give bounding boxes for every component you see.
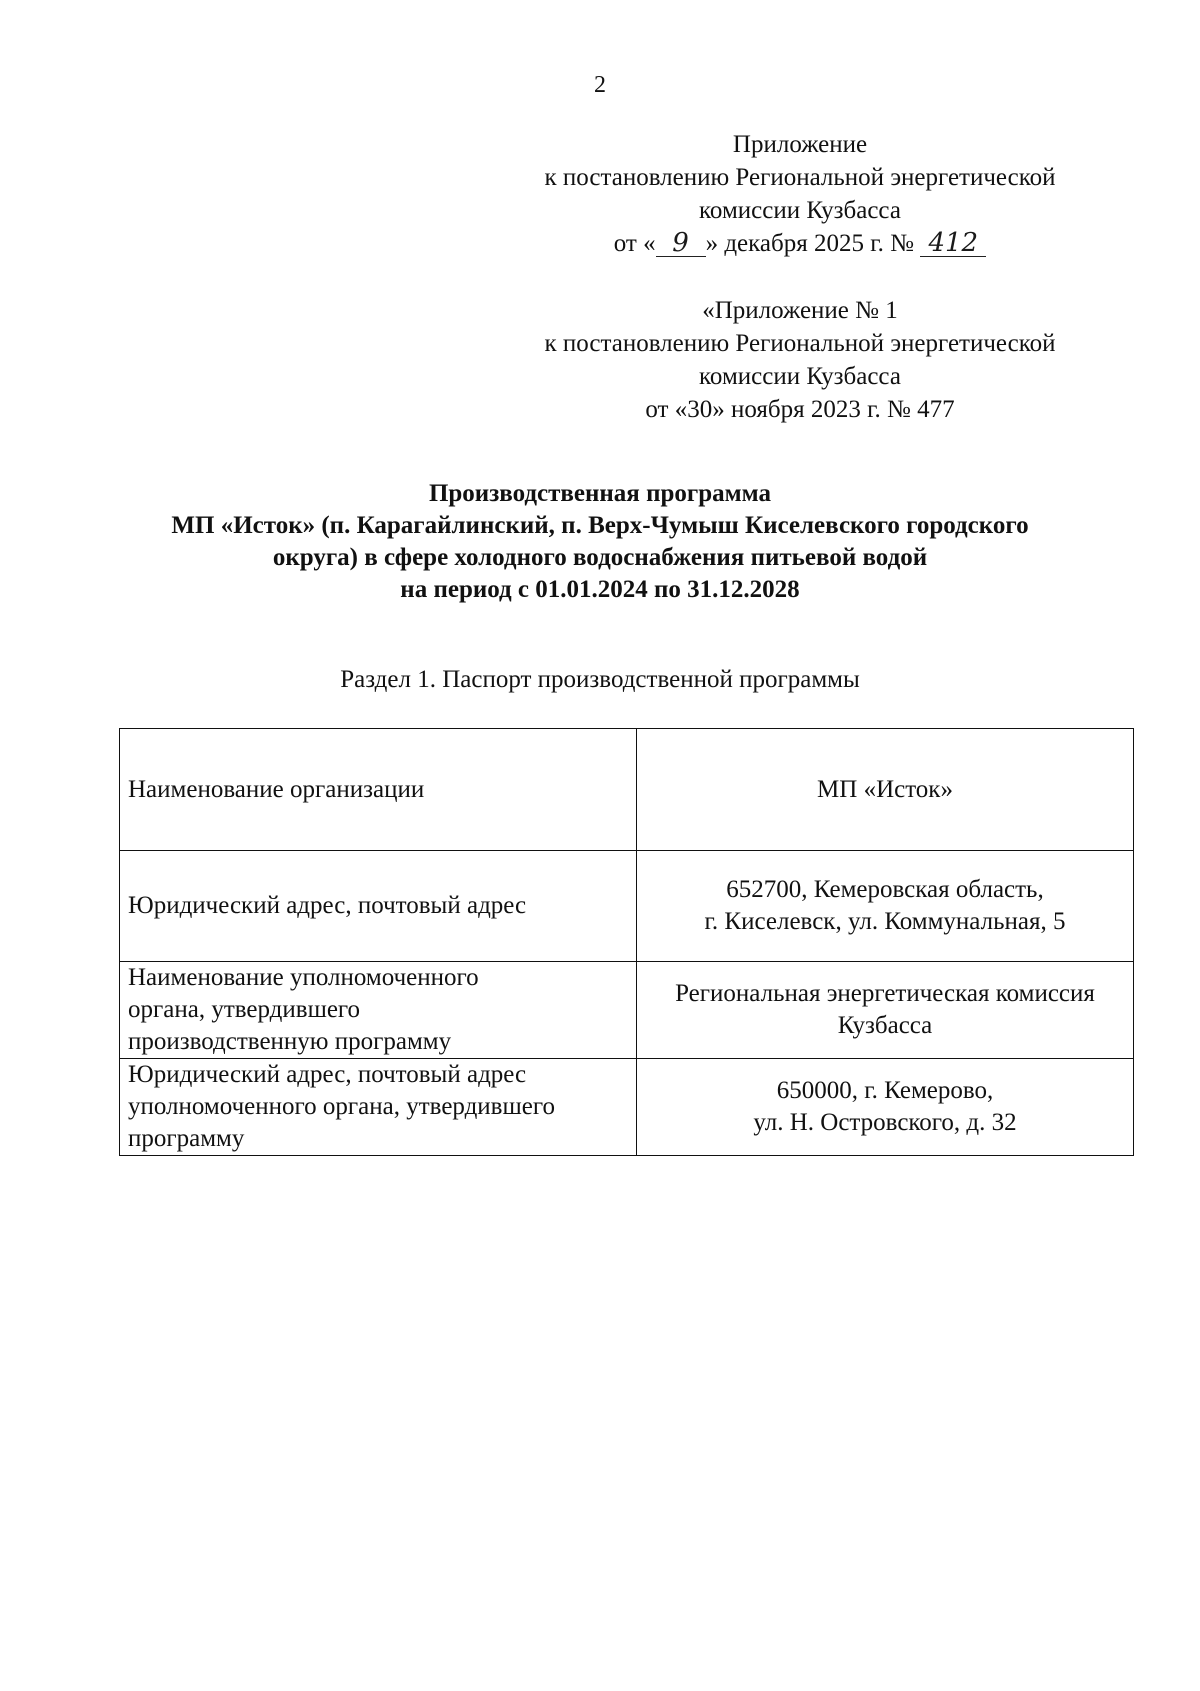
row-value [637, 1059, 1134, 1156]
appendix-current-date-line [460, 227, 1140, 260]
appendix-original-line-1: к постановлению Региональной энергетической [544, 330, 1056, 357]
program-title [40, 478, 1160, 606]
table-row [120, 851, 1134, 962]
appendix-original-header [460, 294, 1140, 426]
row-value-line: ул. Н. Островского, д. 32 [753, 1109, 1017, 1136]
row-label-line: Наименование уполномоченного [128, 964, 479, 991]
row-value-line: 650000, г. Кемерово, [776, 1077, 994, 1104]
program-title-line-3: округа) в сфере холодного водоснабжения питьевой водой [272, 544, 928, 571]
section-heading: Раздел 1. Паспорт производственной программы [340, 666, 860, 693]
row-value-line: г. Киселевск, ул. Коммунальная, 5 [704, 908, 1066, 935]
program-title-line-2: МП «Исток» (п. Карагайлинский, п. Верх-Чумыш Киселевского городского [171, 512, 1029, 539]
row-label-line: Юридический адрес, почтовый адрес [128, 1061, 527, 1088]
row-value-line: МП «Исток» [817, 775, 953, 803]
row-label [120, 729, 637, 851]
row-value [637, 729, 1134, 851]
appendix-current-title: Приложение [732, 131, 868, 158]
row-label [120, 851, 637, 962]
row-value-line: Кузбасса [837, 1012, 933, 1039]
row-label [120, 962, 637, 1059]
date-middle: » декабря 2025 г. № [705, 230, 915, 257]
appendix-current-line-2: комиссии Кузбасса [699, 197, 901, 224]
table-row [120, 729, 1134, 851]
row-value [637, 851, 1134, 962]
row-value-line: Региональная энергетическая комиссия [675, 980, 1095, 1007]
passport-table [119, 728, 1134, 1156]
appendix-original-title: «Приложение № 1 [702, 297, 898, 324]
date-prefix: от « [613, 230, 656, 257]
row-value [637, 962, 1134, 1059]
table-row [120, 1059, 1134, 1156]
page-number: 2 [594, 72, 606, 98]
program-title-line-4: на период с 01.01.2024 по 31.12.2028 [400, 576, 800, 603]
row-label-line: производственную программу [128, 1028, 452, 1055]
row-label-line: Наименование организации [128, 775, 425, 803]
handwritten-day: 9 [656, 230, 706, 257]
row-label [120, 1059, 637, 1156]
program-title-line-1: Производственная программа [428, 480, 772, 507]
appendix-original-line-2: комиссии Кузбасса [699, 363, 901, 390]
appendix-original-line-3: от «30» ноября 2023 г. № 477 [645, 396, 955, 423]
appendix-current-line-1: к постановлению Региональной энергетической [544, 164, 1056, 191]
handwritten-number: 412 [920, 230, 986, 257]
row-label-line: Юридический адрес, почтовый адрес [128, 892, 527, 919]
row-label-line: уполномоченного органа, утвердившего [128, 1093, 555, 1120]
appendix-current-header [460, 128, 1140, 260]
row-label-line: органа, утвердившего [128, 996, 361, 1023]
row-value-line: 652700, Кемеровская область, [726, 876, 1044, 903]
row-label-line: программу [128, 1125, 245, 1152]
table-row [120, 962, 1134, 1059]
